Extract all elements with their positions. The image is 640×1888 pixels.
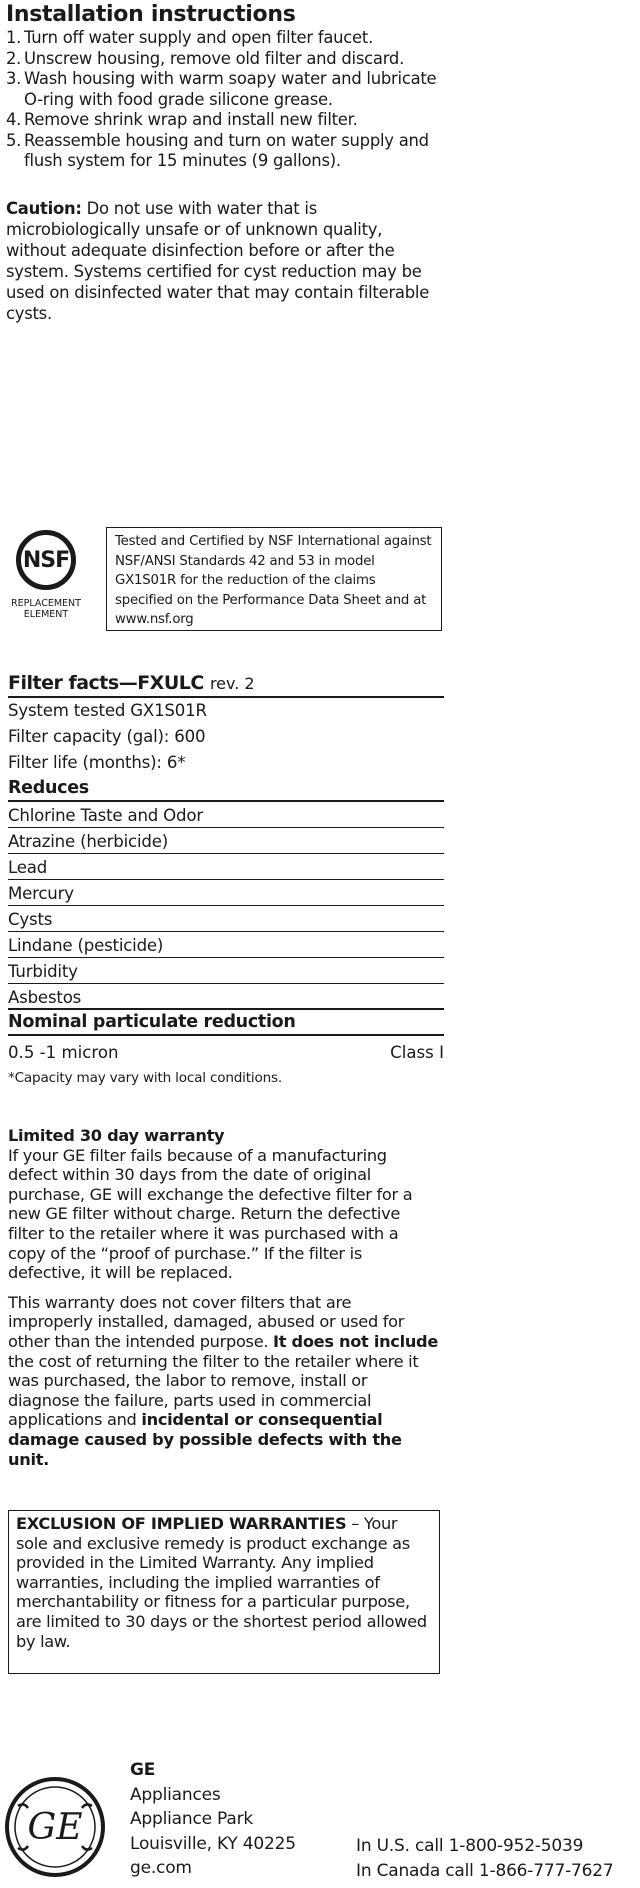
step-number: 4. (6, 110, 22, 129)
capacity-note: *Capacity may vary with local conditions. (8, 1070, 283, 1086)
step-2 (6, 49, 446, 70)
nsf-certification-box: Tested and Certified by NSF International against NSF/ANSI Standards 42 and 53 in model GX1S01R for the reduction of the claims specified on the Performance Data Sheet and at www.nsf.org (106, 527, 442, 631)
filter-life: Filter life (months): 6* (8, 753, 186, 772)
phone-us: In U.S. call 1-800-952-5039 (356, 1836, 584, 1856)
filter-facts-title (8, 672, 444, 698)
step-1 (6, 28, 446, 49)
exclusion-title: EXCLUSION OF IMPLIED WARRANTIES (16, 1514, 347, 1533)
step-text: Unscrew housing, remove old filter and discard. (24, 48, 405, 68)
warranty-title: Limited 30 day warranty (8, 1126, 225, 1145)
reduces-item: Asbestos (8, 984, 444, 1010)
nsf-logo (8, 530, 84, 620)
address-block (130, 1758, 296, 1881)
reduces-item: Chlorine Taste and Odor (8, 802, 444, 828)
step-text: Remove shrink wrap and install new filter. (24, 110, 358, 129)
reduces-item: Mercury (8, 880, 444, 906)
address-line: Louisville, KY 40225 (130, 1833, 296, 1854)
particulate-row (8, 1036, 444, 1066)
reduces-item: Atrazine (herbicide) (8, 828, 444, 854)
step-number: 1. (6, 28, 22, 47)
filter-facts-name: Filter facts—FXULC (8, 672, 204, 694)
reduces-item: Cysts (8, 906, 444, 932)
warranty-paragraph-2 (8, 1293, 440, 1469)
reduces-item: Lindane (pesticide) (8, 932, 444, 958)
step-text: Reassemble housing and turn on water supply and flush system for 15 minutes (9 gallons). (24, 130, 429, 170)
ge-logo-text: GE (27, 1807, 83, 1848)
reduces-item: Lead (8, 854, 444, 880)
step-number: 5. (6, 130, 22, 150)
warranty-text: the cost of returning the filter to the retailer where it was purchased, the labor to remove, install or diagnose the failure, parts used in commercial applications and (8, 1351, 419, 1430)
warranty-section (8, 1126, 440, 1469)
step-number: 3. (6, 69, 22, 88)
address-line: Appliance Park (130, 1809, 253, 1829)
reduces-header: Reduces (8, 776, 444, 802)
exclusion-text: – Your sole and exclusive remedy is product exchange as provided in the Limited Warranty. Any implied warranties, including the implied warranties of merchantability or fitness for a particular purpose, are limited to 30 days or the shortest period allowed by law. (16, 1514, 427, 1651)
warranty-text: This warranty does not cover filters that are improperly installed, damaged, abused or used for other than the intended purpose. (8, 1292, 405, 1351)
nsf-logo-subtitle (8, 598, 84, 620)
warranty-paragraph-1: If your GE filter fails because of a manufacturing defect within 30 days from the date of original purchase, GE will exchange the defective filter for a new GE filter without charge. Return the defective filter to the retailer where it was purchased with a copy of the “proof of purchase.” If the filter is defective, it will be replaced. (8, 1145, 413, 1283)
system-tested: System tested GX1S01R (8, 701, 207, 720)
warranty-bold-text: incidental or consequential damage caused by possible defects with the unit. (8, 1410, 402, 1469)
exclusion-box (8, 1510, 440, 1674)
reduces-item: Turbidity (8, 958, 444, 984)
nsf-subtitle-line: REPLACEMENT (11, 598, 81, 609)
step-number: 2. (6, 48, 22, 68)
phone-canada: In Canada call 1-866-777-7627 (356, 1860, 614, 1881)
nsf-logo-text: NSF (22, 547, 70, 573)
caution-paragraph (6, 198, 438, 324)
particulate-class: Class I (390, 1043, 444, 1062)
nsf-circle-icon (16, 530, 76, 590)
step-5 (6, 131, 446, 172)
step-text: Wash housing with warm soapy water and lubricate O-ring with food grade silicone grease. (24, 69, 437, 109)
installation-steps (6, 28, 446, 172)
filter-capacity: Filter capacity (gal): 600 (8, 727, 206, 746)
particulate-range: 0.5 -1 micron (8, 1043, 119, 1062)
filter-facts-rev: rev. 2 (209, 674, 255, 693)
step-4 (6, 110, 446, 131)
warranty-bold-text: It does not include (273, 1331, 439, 1351)
step-3 (6, 69, 446, 110)
ge-logo-icon (4, 1776, 106, 1878)
installation-title: Installation instructions (6, 2, 296, 27)
nsf-subtitle-line: ELEMENT (23, 609, 69, 620)
caution-text: Do not use with water that is microbiologically unsafe or of unknown quality, without adequate disinfection before or after the system. Systems certified for cyst reduction may be used on disinfected water that may contain filterable cysts. (6, 199, 430, 323)
filter-facts-table (8, 672, 444, 1090)
particulate-header: Nominal particulate reduction (8, 1010, 444, 1036)
caution-label: Caution: (6, 199, 82, 218)
company-name: GE (130, 1760, 156, 1780)
address-line: Appliances (130, 1784, 221, 1805)
step-text: Turn off water supply and open filter faucet. (24, 28, 374, 47)
website-link[interactable]: ge.com (130, 1858, 192, 1878)
phone-block (356, 1834, 613, 1883)
